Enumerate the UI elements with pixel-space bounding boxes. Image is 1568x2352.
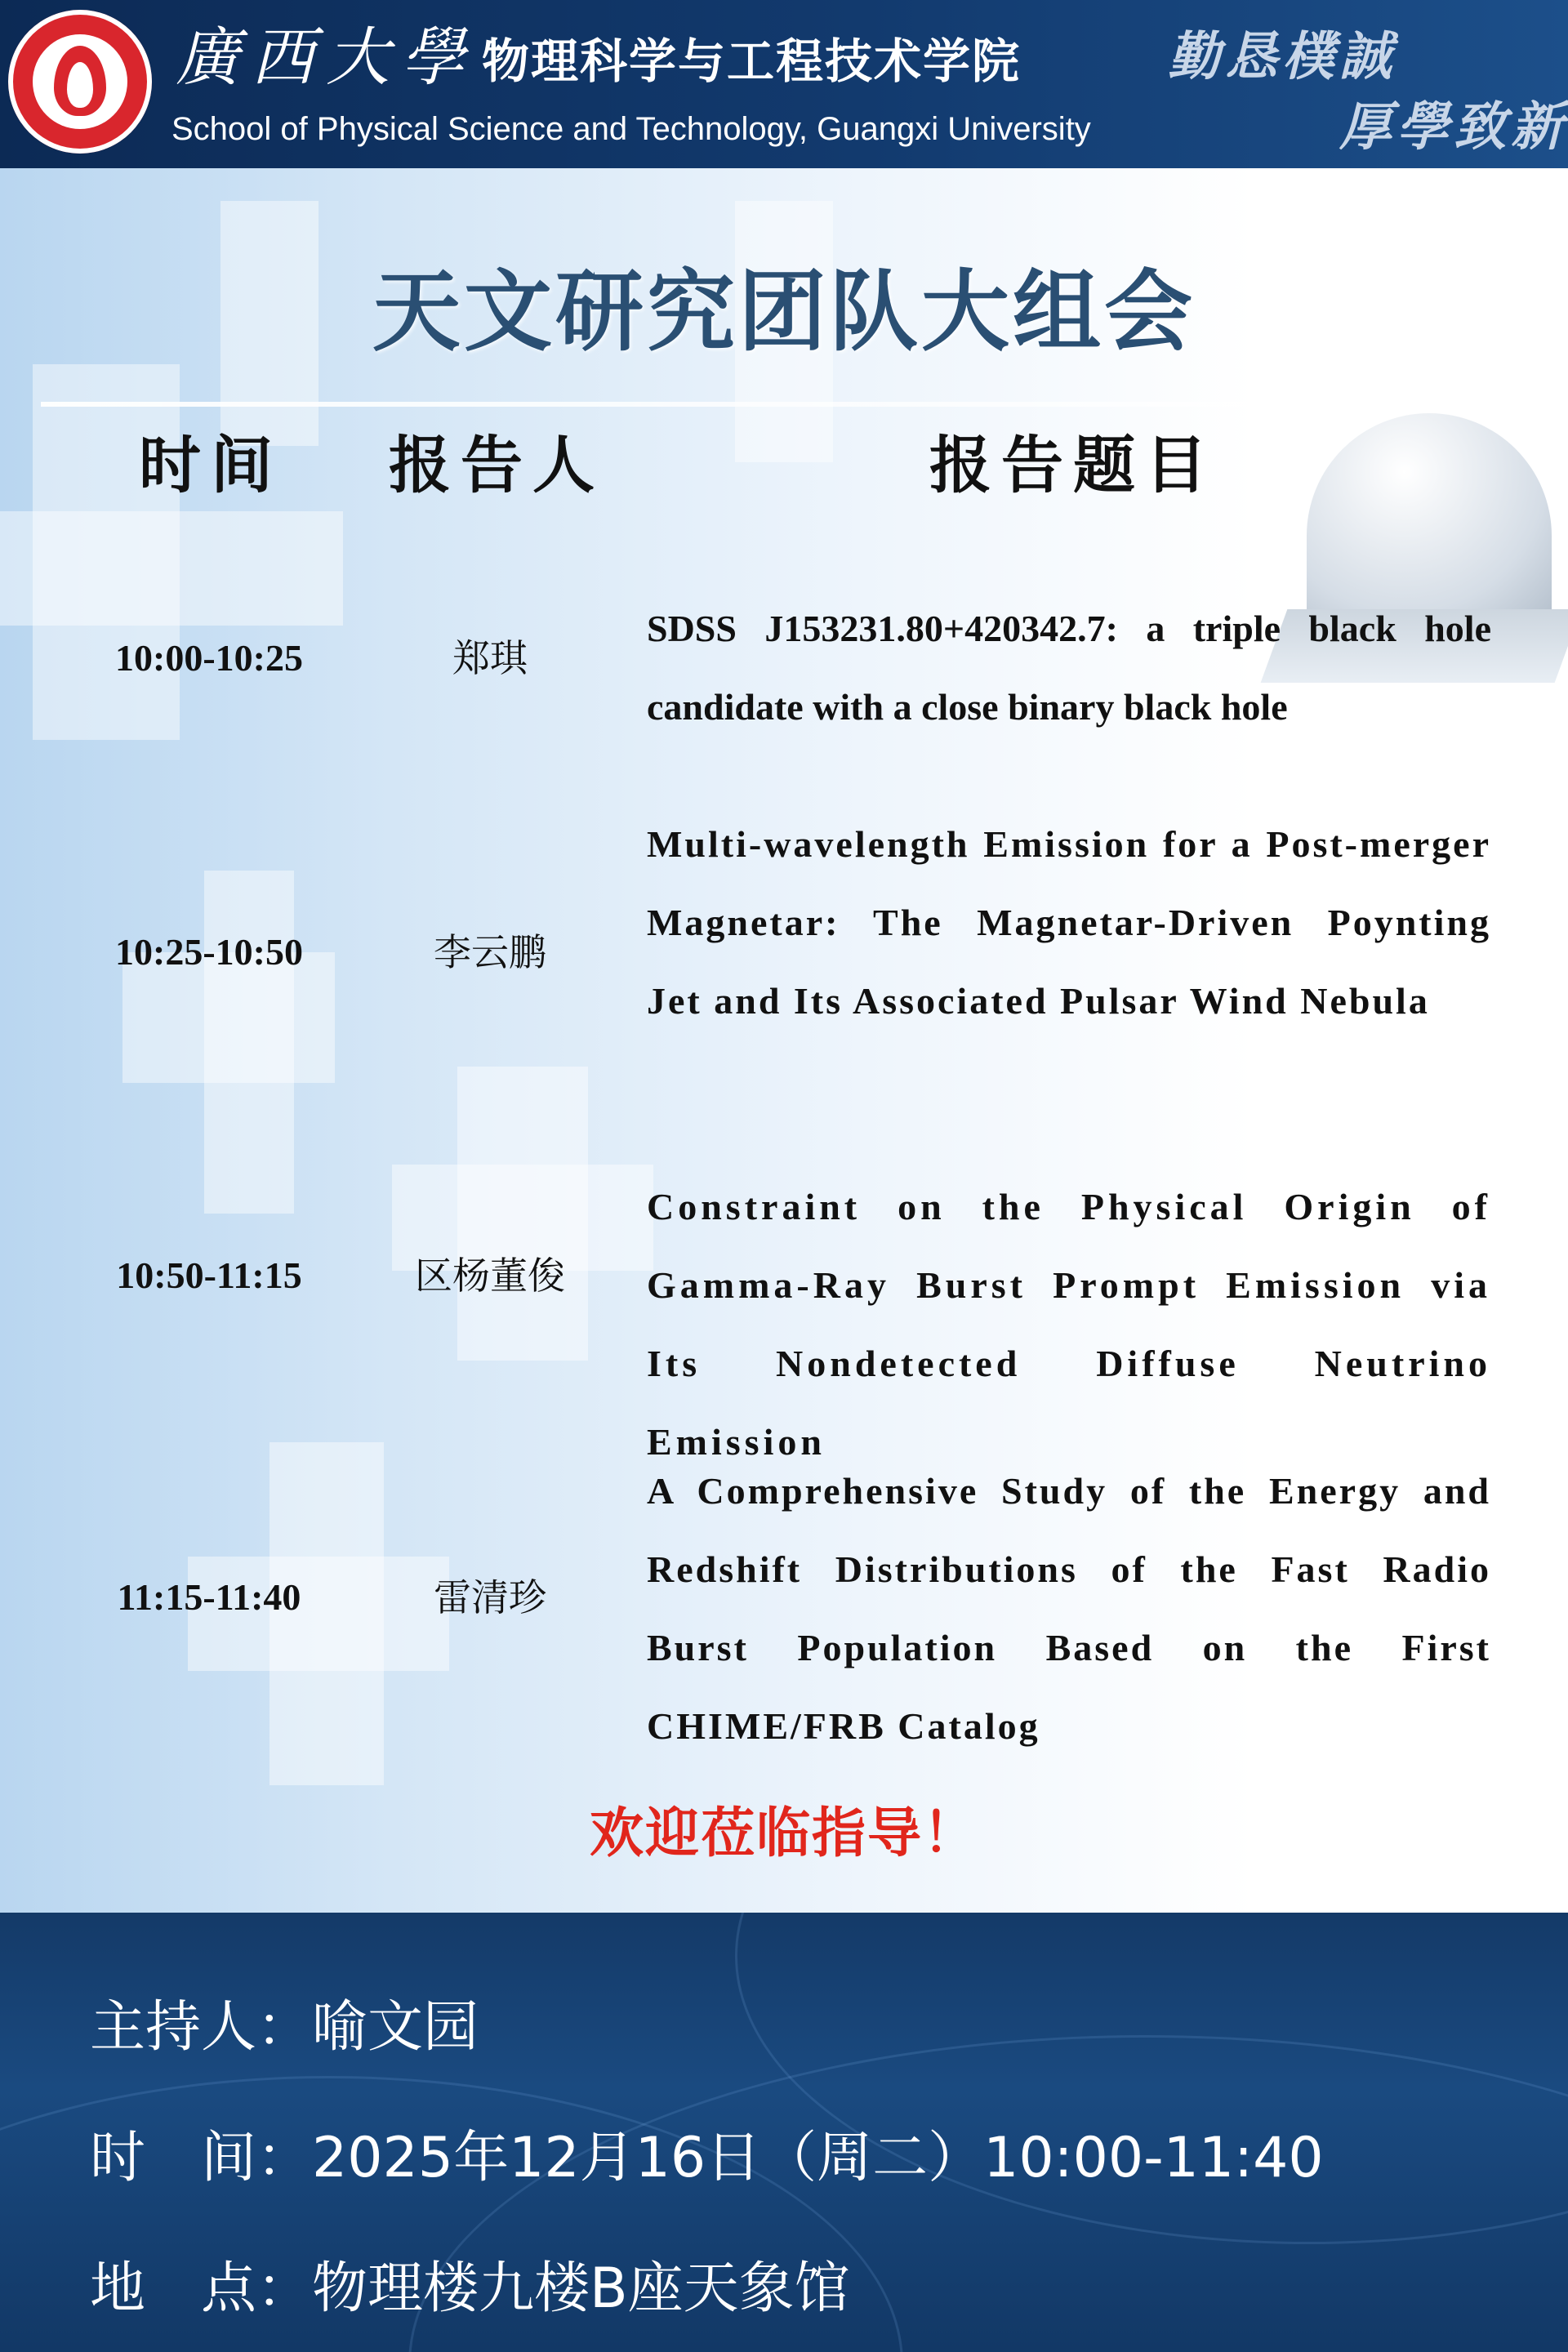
school-name-en: School of Physical Science and Technology, Guangxi University <box>172 111 1091 147</box>
row-speaker: 李云鹏 <box>434 930 546 974</box>
time-label: 时 间： <box>90 2126 313 2190</box>
row-time: 10:25-10:50 <box>115 931 303 973</box>
header-banner <box>0 0 1568 168</box>
welcome-message: 欢迎莅临指导！ <box>590 1802 978 1864</box>
row-time: 10:00-10:25 <box>115 637 303 679</box>
divider <box>41 402 1552 407</box>
row-time: 11:15-11:40 <box>117 1576 301 1618</box>
place-label: 地 点： <box>90 2256 313 2321</box>
time-row <box>90 2122 1324 2195</box>
row-speaker: 郑琪 <box>452 636 528 680</box>
host-row <box>90 1991 479 2065</box>
header-speaker: 报告人 <box>389 429 604 501</box>
header-time: 时间 <box>139 429 283 501</box>
row-topic: Constraint on the Physical Origin of Gamma-Ray Burst Prompt Emission via Its Nondetected Diffuse Neutrino Emission <box>647 1186 1491 1463</box>
row-time: 10:50-11:15 <box>116 1254 302 1296</box>
row-speaker: 区杨董俊 <box>415 1254 565 1298</box>
host-name: 喻文园 <box>312 1995 479 2060</box>
place-row <box>90 2252 850 2326</box>
motto-line-2: 厚學致新 <box>1339 96 1568 158</box>
motto-line-1: 勤恳樸誠 <box>1168 26 1396 87</box>
host-label: 主持人： <box>90 1995 313 2060</box>
university-name-cn: 廣西大學 <box>176 21 477 95</box>
row-speaker: 雷清珍 <box>434 1575 546 1619</box>
page-title: 天文研究团队大组会 <box>372 261 1196 363</box>
row-topic: A Comprehensive Study of the Energy and Redshift Distributions of the Fast Radio Burst Population Based on the First CHIME/FRB Catalog <box>647 1470 1491 1747</box>
footer-info <box>0 1913 1568 2352</box>
event-place: 物理楼九楼B座天象馆 <box>312 2256 850 2321</box>
row-topic: Multi-wavelength Emission for a Post-merger Magnetar: The Magnetar-Driven Poynting Jet and Its Associated Pulsar Wind Nebula <box>647 823 1491 1022</box>
row-topic: SDSS J153231.80+420342.7: a triple black hole candidate with a close binary black hole <box>647 608 1491 728</box>
university-logo-icon <box>8 10 152 154</box>
school-name-cn: 物理科学与工程技术学院 <box>482 33 1022 89</box>
event-time: 2025年12月16日（周二）10:00-11:40 <box>312 2126 1324 2190</box>
header-topic: 报告题目 <box>929 429 1217 501</box>
observatory-dome-image <box>1307 413 1552 609</box>
